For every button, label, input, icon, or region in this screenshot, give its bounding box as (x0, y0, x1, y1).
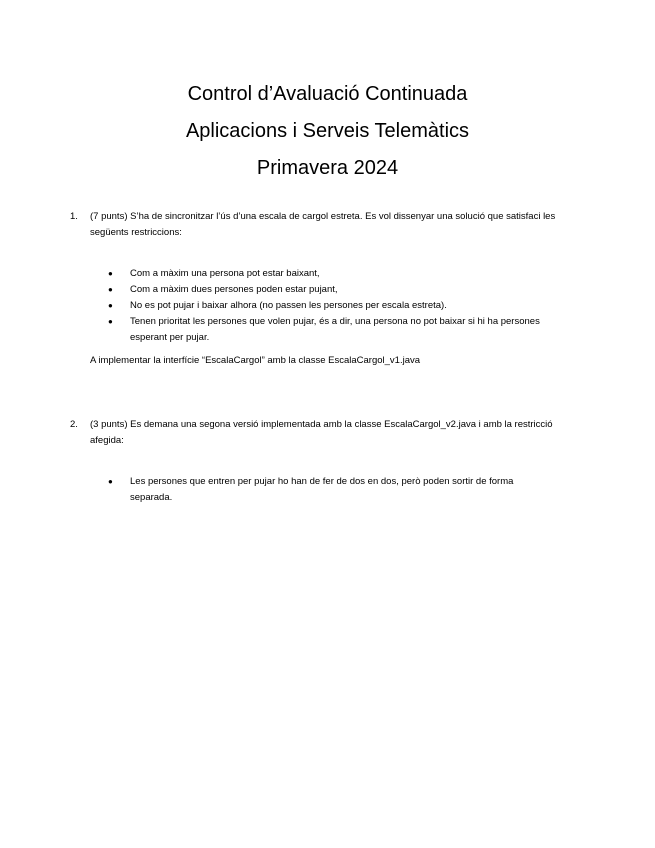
bullet-icon: ● (108, 269, 113, 278)
question-number: 2. (70, 419, 78, 430)
list-item (108, 282, 548, 298)
implementation-note: A implementar la interfície “EscalaCargol” amb la classe EscalaCargol_v1.java (90, 355, 421, 366)
list-item (108, 474, 548, 506)
list-item (108, 314, 548, 346)
bullet-icon: ● (108, 317, 113, 326)
list-item-text: Tenen prioritat les persones que volen pujar, és a dir, una persona no pot baixar si hi ha persones esperant per pujar. (130, 316, 540, 343)
question-2 (70, 417, 570, 506)
header-course: Aplicacions i Serveis Telemàtics (185, 120, 470, 142)
restrictions-list (70, 266, 570, 346)
list-item-text: Com a màxim dues persones poden estar pujant, (130, 284, 338, 295)
question-text: (3 punts) Es demana una segona versió implementada amb la classe EscalaCargol_v2.java i amb la restricció afegida: (90, 419, 553, 446)
list-item (108, 298, 548, 314)
list-item-text: No es pot pujar i baixar alhora (no passen les persones per escala estreta). (130, 300, 447, 311)
list-item-text: Les persones que entren per pujar ho han de fer de dos en dos, però poden sortir de forma separada. (130, 476, 514, 503)
list-item (108, 266, 548, 282)
bullet-icon: ● (108, 285, 113, 294)
header-semester: Primavera 2024 (256, 157, 399, 179)
list-item-text: Com a màxim una persona pot estar baixant, (130, 268, 320, 279)
question-text: (7 punts) S’ha de sincronitzar l’ús d’una escala de cargol estreta. Es vol dissenyar una solució que satisfaci les següents restriccions: (90, 211, 556, 238)
bullet-icon: ● (108, 477, 113, 486)
header-title: Control d’Avaluació Continuada (187, 83, 468, 105)
bullet-icon: ● (108, 301, 113, 310)
restrictions-list (70, 474, 570, 506)
document-header (0, 76, 655, 187)
question-number: 1. (70, 211, 78, 222)
question-1 (70, 209, 570, 369)
